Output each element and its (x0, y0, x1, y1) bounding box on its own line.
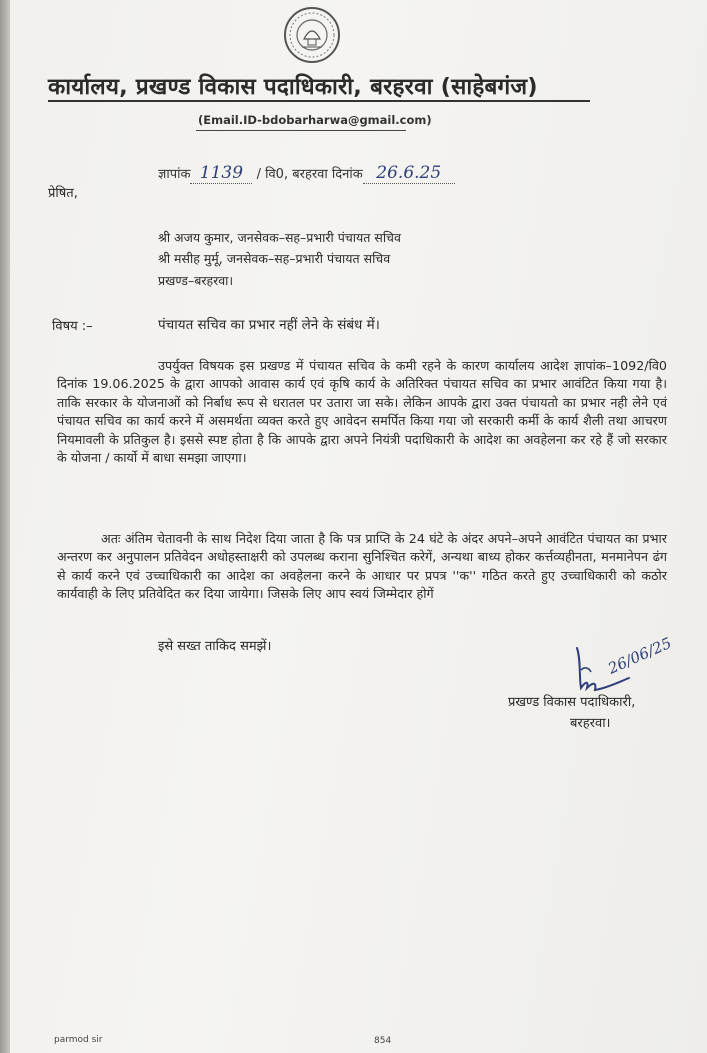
signatory-designation: प्रखण्ड विकास पदाधिकारी, (508, 695, 636, 710)
office-email: (Email.ID-bdobarharwa@gmail.com) (198, 113, 432, 127)
reference-number: 1139 (199, 163, 244, 183)
signature-date: 26/06/25 (605, 633, 675, 678)
subject-text: पंचायत सचिव का प्रभार नहीं लेने के संबंध में। (158, 317, 380, 333)
reference-prefix: ज्ञापांक (158, 167, 191, 182)
recipient-line: श्री मसीह मुर्मू, जनसेवक–सह–प्रभारी पंचायत सचिव (158, 251, 391, 266)
state-emblem-seal-icon (282, 5, 342, 65)
office-heading: कार्यालय, प्रखण्ड विकास पदाधिकारी, बरहरवा (साहेबगंज) (48, 74, 538, 100)
closing-line: इसे सख्त ताकिद समझें। (158, 639, 272, 654)
reference-line (158, 163, 455, 184)
page-fold-shadow (0, 0, 10, 1053)
reference-middle: / वि0, बरहरवा दिनांक (256, 167, 363, 182)
footer-note: parmod sir (54, 1035, 103, 1045)
heading-underline (48, 100, 590, 102)
email-underline (196, 130, 406, 131)
letter-page (10, 0, 707, 1053)
addressed-to: प्रेषित, (48, 186, 78, 201)
body-paragraph: अतः अंतिम चेतावनी के साथ निदेश दिया जाता है कि पत्र प्राप्ति के 24 घंटे के अंदर अपने–अपने आवंटित पंचायत का प्रभार अन्तरण कर अनुपालन प्रतिवेदन अधोहस्ताक्षरी को उपलब्ध कराना सुनिश्चित करेगें, अन्यथा बाध्य होकर कर्त्तव्यहीनता, मनमानेपन ढंग से कार्य करने एवं उच्चाधिकारी का आदेश का अवहेलना करने के आधार पर प्रपत्र ''क'' गठित करते हुए उच्चाधिकारी को कठोर कार्यवाही के लिए प्रतिवेदित कर दिया जायेगा। जिसके लिए आप स्वयं जिम्मेदार होगें (57, 531, 667, 602)
recipient-line: श्री अजय कुमार, जनसेवक–सह–प्रभारी पंचायत सचिव (158, 230, 401, 245)
signatory-place: बरहरवा। (570, 716, 611, 731)
recipient-line: प्रखण्ड–बरहरवा। (158, 273, 234, 288)
body-paragraph: उपर्युक्त विषयक इस प्रखण्ड में पंचायत सचिव के कमी रहने के कारण कार्यालय आदेश ज्ञापांक–1092/वि0 दिनांक 19.06.2025 के द्वारा आपको आवास कार्य एवं कृषि कार्य के अतिरिक्त पंचायत सचिव का प्रभार आवंटित किया गया है। ताकि सरकार के योजनाओं को निर्बाध रूप से धरातल पर उतारा जा सके। लेकिन आपके द्वारा उक्त पंचायतो का प्रभार नही लेने एवं पंचायत सचिव का कार्य करने में असमर्थता व्यक्त करते हुए आवेदन समर्पित किया गया जो सरकारी कर्मी के कार्य शैली तथा आचरण नियमावली के प्रतिकुल है। इससे स्पष्ट होता है कि आपके द्वारा अपने नियंत्री पदाधिकारी के आदेश का अवहेलना कर रहे हैं जो सरकार के योजना / कार्यो में बाधा समझा जाएगा। (57, 358, 667, 466)
subject-label: विषय :– (52, 319, 93, 334)
reference-date: 26.6.25 (376, 163, 442, 183)
footer-number: 854 (374, 1036, 392, 1046)
